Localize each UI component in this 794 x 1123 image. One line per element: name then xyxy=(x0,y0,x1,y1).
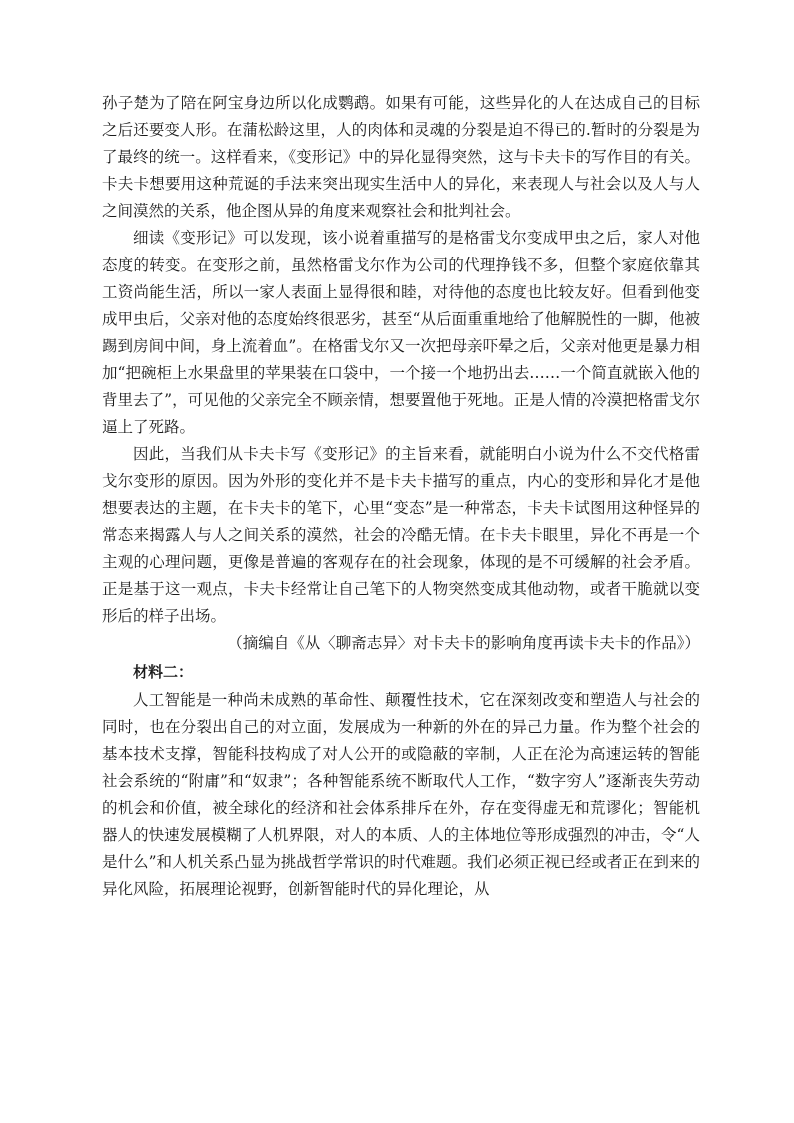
material1-paragraph-3: 因此，当我们从卡夫卡写《变形记》的主旨来看，就能明白小说为什么不交代格雷戈尔变形的原因。因为外形的变化并不是卡夫卡描写的重点，内心的变形和异化才是他想要表达的主题，在卡夫卡的笔下，心里“变态”是一种常态，卡夫卡试图用这种怪异的常态来揭露人与人之间关系的漠然，社会的冷酷无情。在卡夫卡眼里，异化不再是一个主观的心理问题，更像是普遍的客观存在的社会现象，体现的是不可缓解的社会矛盾。正是基于这一观点，卡夫卡经常让自己笔下的人物突然变成其他动物，或者干脆就以变形后的样子出场。 xyxy=(102,445,700,625)
text-column xyxy=(102,90,700,903)
material2-heading: 材料二： xyxy=(133,663,194,681)
material1-paragraph-2: 细读《变形记》可以发现，该小说着重描写的是格雷戈尔变成甲虫之后，家人对他态度的转变。在变形之前，虽然格雷戈尔作为公司的代理挣钱不多，但整个家庭依靠其工资尚能生活，所以一家人表面上显得很和睦，对待他的态度也比较友好。但看到他变成甲虫后，父亲对他的态度始终很恶劣，甚至“从后面重重地给了他解脱性的一脚，他被踢到房间中间，身上流着血”。在格雷戈尔又一次把母亲吓晕之后，父亲对他更是暴力相加“把碗柜上水果盘里的苹果装在口袋中，一个接一个地扔出去……一个简直就嵌入他的背里去了”，可见他的父亲完全不顾亲情，想要置他于死地。正是人情的冷漠把格雷戈尔逼上了死路。 xyxy=(102,229,700,436)
material2-paragraph-1: 人工智能是一种尚未成熟的革命性、颠覆性技术，它在深刻改变和塑造人与社会的同时，也在分裂出自己的对立面，发展成为一种新的外在的异己力量。作为整个社会的基本技术支撑，智能科技构成了对人公开的或隐蔽的宰制，人正在沦为高速运转的智能社会系统的“附庸”和“奴隶”；各种智能系统不断取代人工作，“数字穷人”逐渐丧失劳动的机会和价值，被全球化的经济和社会体系排斥在外，存在变得虚无和荒谬化；智能机器人的快速发展模糊了人机界限，对人的本质、人的主体地位等形成强烈的冲击，令“人是什么”和人机关系凸显为挑战哲学常识的时代难题。我们必须正视已经或者正在到来的异化风险，拓展理论视野，创新智能时代的异化理论，从 xyxy=(102,691,700,898)
material1-source-citation: （摘编自《从〈聊斋志异〉对卡夫卡的影响角度再读卡夫卡的作品》） xyxy=(227,634,700,652)
material1-continuation: 孙子楚为了陪在阿宝身边所以化成鹦鹉。如果有可能，这些异化的人在达成自己的目标之后还要变人形。在蒲松龄这里，人的肉体和灵魂的分裂是迫不得已的.暂时的分裂是为了最终的统一。这样看来，《变形记》中的异化显得突然，这与卡夫卡的写作目的有关。卡夫卡想要用这种荒诞的手法来突出现实生活中人的异化，来表现人与社会以及人与人之间漠然的关系，他企图从异的角度来观察社会和批判社会。 xyxy=(102,94,700,220)
